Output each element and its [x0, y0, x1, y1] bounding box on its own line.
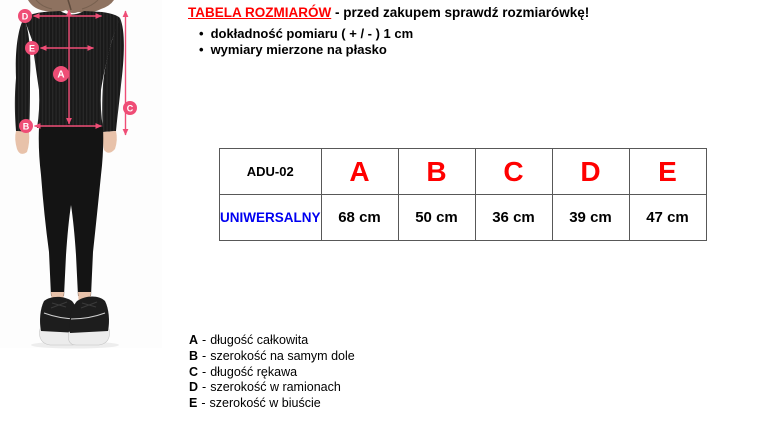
marker-letter-e: E: [28, 43, 36, 54]
value-cell-c: 36 cm: [475, 195, 552, 241]
legend-description: długość rękawa: [210, 364, 298, 379]
bullet-item: [199, 26, 589, 42]
legend-separator: -: [202, 380, 207, 395]
table-row: [220, 195, 707, 241]
bullet-icon: •: [199, 42, 204, 57]
value-cell-a: 68 cm: [321, 195, 398, 241]
bullet-text: dokładność pomiaru ( + / - ) 1 cm: [210, 26, 414, 41]
legend-item: [189, 365, 355, 381]
legend-item: [189, 380, 355, 396]
bullet-icon: •: [199, 26, 204, 41]
measurement-legend: [189, 333, 355, 412]
marker-letter-c: C: [126, 103, 134, 114]
marker-letter-d: D: [21, 11, 29, 22]
legend-letter: B: [189, 348, 199, 363]
legend-letter: E: [189, 396, 198, 411]
legend-separator: -: [202, 333, 207, 347]
legend-description: szerokość w ramionach: [210, 380, 341, 395]
column-letter-d: D: [552, 149, 629, 195]
header-block: [188, 5, 589, 58]
size-table: [219, 148, 707, 241]
value-cell-e: 47 cm: [629, 195, 706, 241]
legend-item: [189, 349, 355, 365]
legend-item: [189, 333, 355, 349]
column-letter-e: E: [629, 149, 706, 195]
model-photo: [0, 0, 165, 350]
legend-separator: -: [202, 364, 207, 379]
column-letter-b: B: [398, 149, 475, 195]
value-cell-b: 50 cm: [398, 195, 475, 241]
size-name-cell: UNIWERSALNY: [220, 195, 322, 241]
marker-letter-a: A: [57, 69, 65, 81]
legend-description: długość całkowita: [210, 333, 309, 347]
column-letter-c: C: [475, 149, 552, 195]
legend-separator: -: [202, 348, 207, 363]
bullet-item: [199, 42, 589, 58]
column-letter-a: A: [321, 149, 398, 195]
size-table-title: TABELA ROZMIARÓW: [188, 5, 332, 20]
title-note: - przed zakupem sprawdź rozmiarówkę!: [331, 5, 590, 20]
page-title: [188, 5, 589, 20]
model-code-cell: ADU-02: [220, 149, 322, 195]
value-cell-d: 39 cm: [552, 195, 629, 241]
legend-description: szerokość na samym dole: [210, 348, 355, 363]
bullet-text: wymiary mierzone na płasko: [210, 42, 387, 57]
table-header-row: [220, 149, 707, 195]
legend-letter: C: [189, 364, 199, 379]
legend-separator: -: [201, 396, 206, 411]
legend-letter: D: [189, 380, 199, 395]
marker-letter-b: B: [22, 121, 30, 132]
bullet-list: [188, 26, 589, 58]
legend-description: szerokość w biuście: [209, 396, 321, 411]
legend-item: [189, 396, 355, 412]
legend-letter: A: [189, 333, 199, 347]
